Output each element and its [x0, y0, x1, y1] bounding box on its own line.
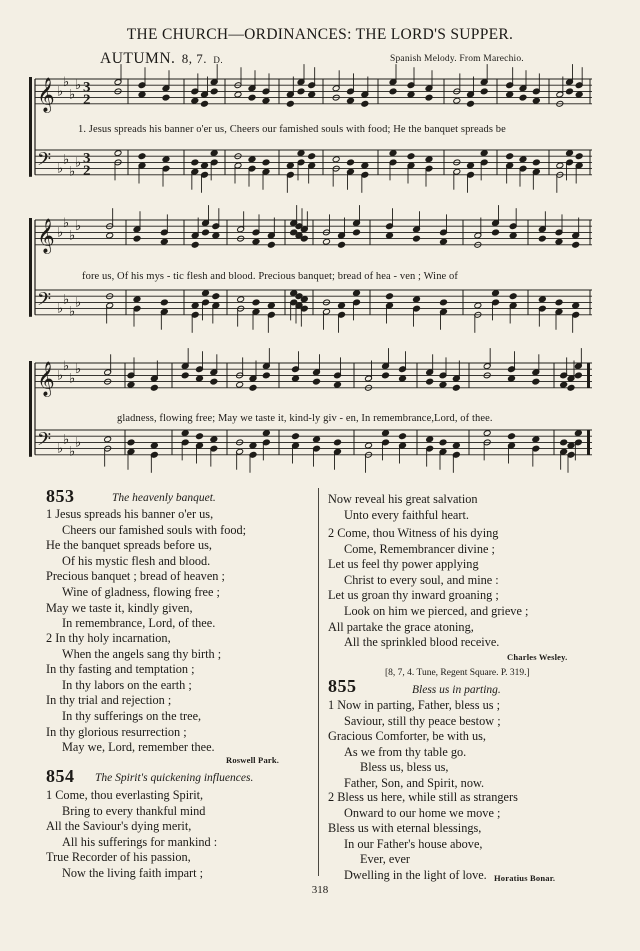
note-head [452, 384, 460, 391]
note-head [353, 229, 361, 236]
note-head [150, 384, 158, 391]
hymn-title-854: The Spirit's quickening influences. [95, 772, 254, 784]
note-head [196, 375, 204, 382]
system-brace [29, 361, 32, 457]
note-head [196, 433, 204, 440]
flat-sign: ♭ [57, 225, 64, 241]
note-head [532, 378, 540, 385]
note-head [382, 372, 390, 379]
note-head [439, 381, 447, 388]
note-head [353, 290, 361, 297]
note-head [452, 442, 460, 449]
flat-sign: ♭ [69, 164, 76, 180]
flat-sign: ♭ [63, 359, 70, 375]
hymn-title-855: Bless us in parting. [412, 684, 501, 696]
hymn-854-stanza-1-right: Now reveal his great salvation Unto every faithful heart. [328, 492, 478, 522]
note-head [413, 235, 421, 242]
note-head [332, 156, 340, 163]
note-head [555, 238, 563, 245]
treble-clef: 𝄞 [37, 361, 55, 397]
note-head [566, 88, 574, 95]
note-head [483, 430, 491, 437]
flat-sign: ♭ [57, 84, 64, 100]
tune-source: Spanish Melody. From Marechio. [390, 54, 524, 64]
note-head [212, 293, 220, 300]
note-head [297, 150, 305, 157]
bass-clef: 𝄢 [37, 429, 52, 455]
hymn-854-stanza-2: 2 Come, thou Witness of his dying Come, Remembrancer divine ; Let us feel thy power applying Christ to every soul, and mine : Let us groan thy inward groaning ; Look on him we pierced, and grieve ; All partake the grace atoning, All the sprinkled blood receive. [328, 526, 529, 650]
note-head [413, 296, 421, 303]
note-head [532, 436, 540, 443]
flat-sign: ♭ [63, 432, 70, 448]
note-head [386, 232, 394, 239]
hymn-title-853: The heavenly banquet. [112, 492, 216, 504]
note-head [114, 150, 122, 157]
note-head [572, 302, 580, 309]
note-head [127, 439, 135, 446]
time-signature-bottom: 2 [83, 162, 91, 179]
note-head [532, 159, 540, 166]
flat-sign: ♭ [75, 155, 82, 171]
hymn-853-stanza-2: 2 In thy holy incarnation, When the angels sang thy birth ; In thy fasting and temptation ; In thy labors on the earth ; In thy trial and rejection ; In thy sufferings on the tree, In thy glorious resurrection ; May we, Lord, remember thee. [46, 631, 222, 755]
flat-sign: ♭ [69, 444, 76, 460]
column-divider [318, 488, 319, 876]
note-head [440, 238, 448, 245]
note-head [133, 235, 141, 242]
flat-sign: ♭ [75, 295, 82, 311]
system-brace [29, 218, 32, 317]
flat-sign: ♭ [69, 304, 76, 320]
note-head [506, 91, 514, 98]
time-signature-bottom: 2 [83, 91, 91, 108]
note-head [347, 159, 355, 166]
bass-clef: 𝄢 [37, 149, 52, 175]
note-head [506, 153, 514, 160]
hymn-855-tune-note: [8, 7, 4. Tune, Regent Square. P. 319.] [385, 668, 530, 678]
note-head [308, 153, 316, 160]
flat-sign: ♭ [57, 368, 64, 384]
hymn-number-853: 853 [46, 486, 75, 506]
note-head [286, 162, 294, 169]
note-head [399, 433, 407, 440]
note-head [361, 100, 369, 107]
note-head [519, 94, 527, 101]
flat-sign: ♭ [63, 75, 70, 91]
tune-meter-d: D. [213, 55, 224, 65]
note-head [237, 296, 245, 303]
system-brace [29, 77, 32, 177]
hymn-854-author: Charles Wesley. [507, 652, 568, 662]
note-head [248, 94, 256, 101]
final-barline [587, 430, 590, 455]
flat-sign: ♭ [69, 228, 76, 244]
note-head [248, 156, 256, 163]
note-head [399, 375, 407, 382]
note-head [538, 296, 546, 303]
note-head [439, 439, 447, 446]
note-head [262, 372, 270, 379]
note-head [308, 91, 316, 98]
note-head [389, 88, 397, 95]
note-head [236, 381, 244, 388]
flat-sign: ♭ [69, 371, 76, 387]
note-head [538, 235, 546, 242]
note-head [508, 433, 516, 440]
note-head [407, 153, 415, 160]
note-head [567, 384, 575, 391]
note-head [532, 97, 540, 104]
note-head [389, 150, 397, 157]
note-head [338, 241, 346, 248]
note-head [574, 430, 582, 437]
note-head [292, 433, 300, 440]
note-head [292, 375, 300, 382]
note-head [210, 88, 218, 95]
note-head [555, 299, 563, 306]
note-head [252, 238, 260, 245]
note-head [492, 290, 500, 297]
note-head [560, 381, 568, 388]
bass-clef: 𝄢 [37, 289, 52, 315]
note-head [467, 100, 475, 107]
note-head [425, 156, 433, 163]
note-head [234, 91, 242, 98]
note-head [365, 442, 373, 449]
flat-sign: ♭ [75, 435, 82, 451]
note-head [252, 299, 260, 306]
note-head [347, 97, 355, 104]
note-head [104, 436, 112, 443]
page-header: THE CHURCH—ORDINANCES: THE LORD'S SUPPER. [126, 26, 514, 43]
note-head [334, 439, 342, 446]
note-head [191, 159, 199, 166]
note-head [508, 375, 516, 382]
note-head [556, 162, 564, 169]
note-head [249, 384, 257, 391]
note-head [191, 302, 199, 309]
flat-sign: ♭ [75, 362, 82, 378]
note-head [138, 153, 146, 160]
note-head [453, 97, 461, 104]
note-head [191, 97, 199, 104]
note-head [262, 97, 270, 104]
hymn-855-stanza-1: 1 Now in parting, Father, bless us ; Saviour, still thy peace bestow ; Gracious Comforter, be with us, As we from thy table go. Bless us, bless us, Father, Son, and Spirit, now. [328, 698, 501, 790]
note-head [574, 372, 582, 379]
flat-sign: ♭ [57, 441, 64, 457]
note-head [160, 299, 168, 306]
note-head [150, 442, 158, 449]
note-head [509, 293, 517, 300]
note-head [127, 381, 135, 388]
note-head [313, 378, 321, 385]
note-head [567, 442, 575, 449]
note-head [133, 296, 141, 303]
note-head [407, 91, 415, 98]
note-head [575, 91, 583, 98]
note-head [201, 162, 209, 169]
hymn-number-855: 855 [328, 676, 357, 696]
note-head [572, 241, 580, 248]
flat-sign: ♭ [69, 87, 76, 103]
note-head [425, 94, 433, 101]
flat-sign: ♭ [63, 292, 70, 308]
note-head [267, 302, 275, 309]
underlay-line-3: gladness, flowing free; May we taste it, kind-ly giv - en, In remembrance,Lord, of thee. [117, 413, 493, 424]
note-head [181, 430, 189, 437]
note-head [210, 378, 218, 385]
hymn-854-stanza-1-left: 1 Come, thou everlasting Spirit, Bring to every thankful mind All the Saviour's dying merit, All his sufferings for mankind : True Recorder of his passion, Now the living faith impart ; [46, 788, 218, 880]
note-head [519, 156, 527, 163]
note-head [262, 159, 270, 166]
note-head [202, 229, 210, 236]
note-head [201, 100, 209, 107]
page-number: 318 [311, 884, 329, 896]
flat-sign: ♭ [63, 216, 70, 232]
note-head [162, 94, 170, 101]
tune-meter: 8, 7. [181, 51, 208, 66]
note-head [440, 299, 448, 306]
note-head [181, 372, 189, 379]
note-head [162, 156, 170, 163]
note-head [210, 150, 218, 157]
final-barline [587, 363, 590, 388]
note-head [492, 229, 500, 236]
hymn-number-854: 854 [46, 766, 75, 786]
hymn-855-author: Horatius Bonar. [494, 873, 556, 883]
time-signature-top: 3 [83, 79, 91, 96]
treble-clef: 𝄞 [37, 77, 55, 113]
note-head [267, 241, 275, 248]
note-head [474, 302, 482, 309]
underlay-line-1: 1. Jesus spreads his banner o'er us, Cheers our famished souls with food; He the banquet spreads be [78, 124, 506, 135]
note-head [509, 232, 517, 239]
note-head [262, 430, 270, 437]
note-head [338, 302, 346, 309]
note-head [560, 439, 568, 446]
note-head [210, 436, 218, 443]
tune-name: AUTUMN. 8, 7. D. [100, 50, 224, 67]
note-head [426, 378, 434, 385]
note-head [249, 442, 257, 449]
underlay-line-2: fore us, Of his mys - tic flesh and blood. Precious banquet; bread of hea - ven ; Wine of [82, 271, 458, 282]
hymn-853-stanza-1: 1 Jesus spreads his banner o'er us, Cheers our famished souls with food; He the banquet spreads before us, Of his mystic flesh and blood. Precious banquet ; bread of heaven ; Wine of gladness, flowing free ; May we taste it, kindly given, In remembrance, Lord, of thee. [46, 507, 247, 631]
note-head [467, 162, 475, 169]
flat-sign: ♭ [57, 161, 64, 177]
note-head [386, 293, 394, 300]
note-head [480, 88, 488, 95]
note-head [566, 150, 574, 157]
note-head [160, 238, 168, 245]
note-head [297, 88, 305, 95]
hymn-855-stanza-2: 2 Bless us here, while still as strangers Onward to our home we move ; Bless us with eternal blessings, In our Father's house above, Ever, ever Dwelling in the light of love. [328, 790, 518, 882]
note-head [361, 162, 369, 169]
note-head [286, 100, 294, 107]
note-head [313, 436, 321, 443]
note-head [212, 232, 220, 239]
note-head [382, 430, 390, 437]
note-head [138, 91, 146, 98]
flat-sign: ♭ [75, 219, 82, 235]
note-head [334, 381, 342, 388]
note-head [323, 238, 331, 245]
hymn-853-author: Roswell Park. [226, 755, 280, 765]
flat-sign: ♭ [63, 152, 70, 168]
time-signature-top: 3 [83, 150, 91, 167]
note-head [202, 290, 210, 297]
flat-sign: ♭ [57, 301, 64, 317]
note-head [480, 150, 488, 157]
note-head [575, 153, 583, 160]
note-head [106, 232, 114, 239]
flat-sign: ♭ [75, 78, 82, 94]
treble-clef: 𝄞 [37, 218, 55, 254]
note-head [426, 436, 434, 443]
note-head [191, 241, 199, 248]
